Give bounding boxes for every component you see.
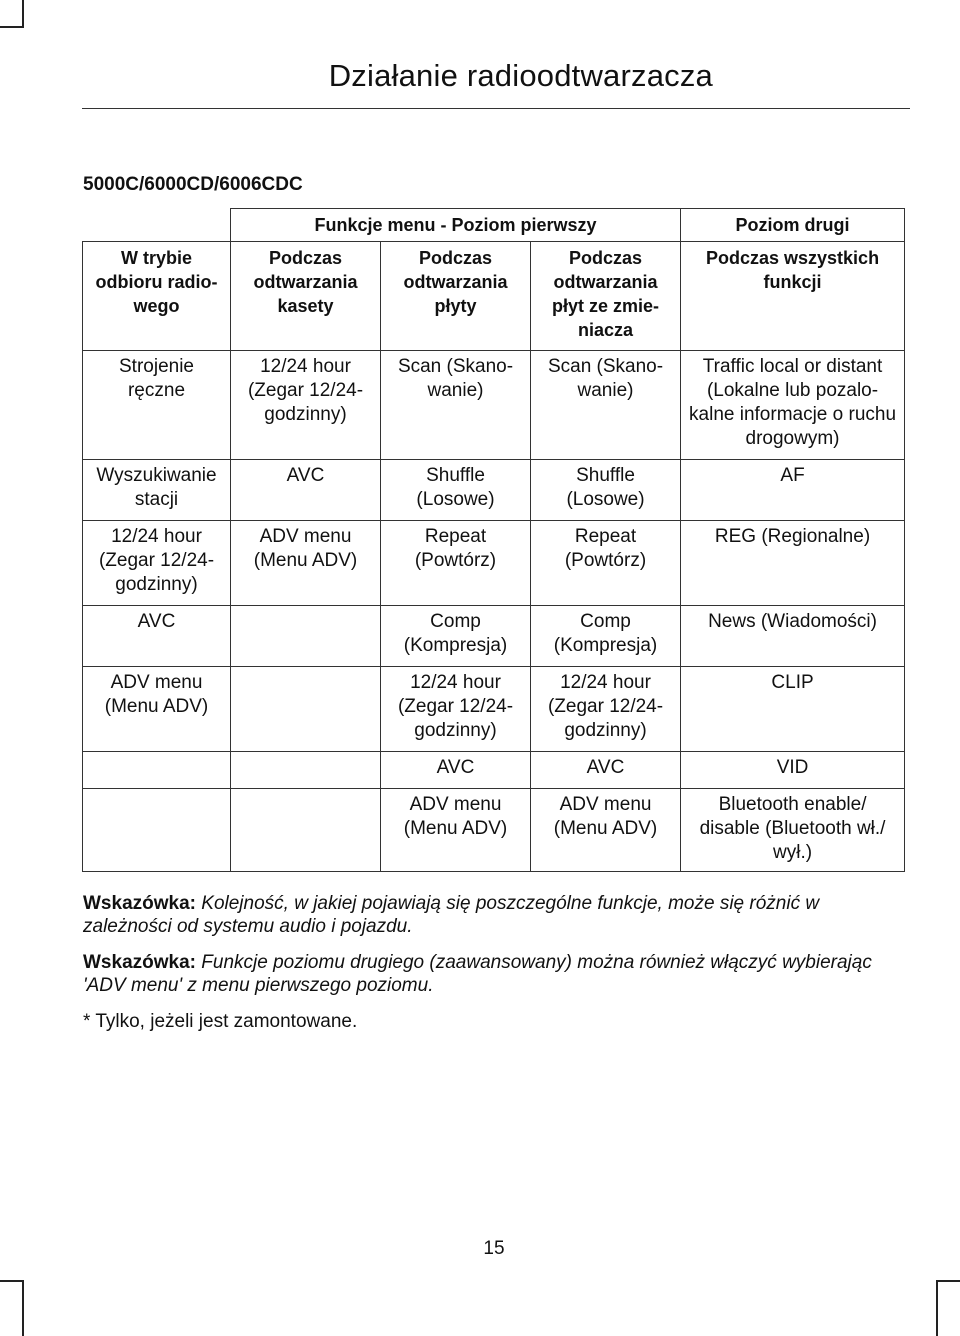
table-cell: Traffic local or distant (Lokalne lub pozalo-kalne informacje o ruchu drogowym)	[681, 351, 905, 460]
table-row	[83, 606, 905, 667]
column-header-radio: W trybie odbioru radio-wego	[83, 242, 231, 351]
column-header-changer: Podczas odtwarzania płyt ze zmie-niacza	[531, 242, 681, 351]
footnote-if-fitted: * Tylko, jeżeli jest zamontowane.	[83, 1011, 358, 1032]
table-cell: REG (Regionalne)	[681, 521, 905, 606]
crop-mark-bottom-left-vertical	[22, 1280, 24, 1336]
table-cell: Strojenie ręczne	[83, 351, 231, 460]
table-cell: Shuffle (Losowe)	[381, 460, 531, 521]
table-row	[83, 752, 905, 789]
table-cell: Bluetooth enable/ disable (Bluetooth wł./ wył.)	[681, 789, 905, 872]
empty-corner-cell	[83, 209, 231, 242]
note-text: Kolejność, w jakiej pojawiają się poszczególne funkcje, może się różnić w zależności od systemu audio i pojazdu.	[83, 893, 820, 937]
table-cell: Repeat (Powtórz)	[531, 521, 681, 606]
note-label: Wskazówka:	[83, 893, 196, 914]
table-cell: News (Wiadomości)	[681, 606, 905, 667]
table-cell: Comp (Kompresja)	[531, 606, 681, 667]
level-two-header: Poziom drugi	[681, 209, 905, 242]
table-cell: Scan (Skano-wanie)	[381, 351, 531, 460]
section-heading: 5000C/6000CD/6006CDC	[83, 174, 303, 195]
menu-functions-table	[82, 208, 905, 872]
column-header-cassette: Podczas odtwarzania kasety	[231, 242, 381, 351]
table-cell	[83, 789, 231, 872]
title-divider	[82, 108, 910, 109]
table-cell: ADV menu (Menu ADV)	[83, 667, 231, 752]
table-cell	[231, 789, 381, 872]
table-cell: CLIP	[681, 667, 905, 752]
column-header-all-functions: Podczas wszystkich funkcji	[681, 242, 905, 351]
note-second-level	[83, 951, 913, 997]
table-cell: AVC	[531, 752, 681, 789]
crop-mark-top-left-vertical	[22, 0, 24, 26]
crop-mark-bottom-left-horizontal	[0, 1280, 24, 1282]
table-cell	[83, 752, 231, 789]
crop-mark-top-left-horizontal	[0, 26, 24, 28]
table-row	[83, 460, 905, 521]
table-cell: Shuffle (Losowe)	[531, 460, 681, 521]
table-cell: Repeat (Powtórz)	[381, 521, 531, 606]
table-cell: AVC	[231, 460, 381, 521]
table-cell: AVC	[381, 752, 531, 789]
table-cell	[231, 606, 381, 667]
table-cell: 12/24 hour (Zegar 12/24-godzinny)	[83, 521, 231, 606]
level-one-header: Funkcje menu - Poziom pierwszy	[231, 209, 681, 242]
table-cell: AF	[681, 460, 905, 521]
table-row	[83, 789, 905, 872]
table-cell: ADV menu (Menu ADV)	[231, 521, 381, 606]
note-label: Wskazówka:	[83, 952, 196, 973]
table-cell: 12/24 hour (Zegar 12/24-godzinny)	[231, 351, 381, 460]
table-cell: ADV menu (Menu ADV)	[531, 789, 681, 872]
note-order	[83, 892, 913, 938]
page-number: 15	[483, 1238, 505, 1259]
crop-mark-bottom-right-horizontal	[936, 1280, 960, 1282]
table-row	[83, 667, 905, 752]
table-row	[83, 521, 905, 606]
column-header-row	[83, 242, 905, 351]
page-title: Działanie radioodtwarzacza	[328, 58, 713, 93]
column-header-cd: Podczas odtwarzania płyty	[381, 242, 531, 351]
table-cell: ADV menu (Menu ADV)	[381, 789, 531, 872]
table-cell: 12/24 hour (Zegar 12/24-godzinny)	[381, 667, 531, 752]
crop-mark-bottom-right-vertical	[936, 1280, 938, 1336]
table-cell: 12/24 hour (Zegar 12/24-godzinny)	[531, 667, 681, 752]
table-cell	[231, 667, 381, 752]
table-cell: Comp (Kompresja)	[381, 606, 531, 667]
table-cell	[231, 752, 381, 789]
note-text: Funkcje poziomu drugiego (zaawansowany) można również włączyć wybierając 'ADV menu' z menu pierwszego poziomu.	[83, 952, 872, 996]
group-header-row	[83, 209, 905, 242]
notes-section	[83, 892, 913, 1046]
table-cell: VID	[681, 752, 905, 789]
table-row	[83, 351, 905, 460]
table-cell: Scan (Skano-wanie)	[531, 351, 681, 460]
table-cell: AVC	[83, 606, 231, 667]
table-cell: Wyszukiwanie stacji	[83, 460, 231, 521]
